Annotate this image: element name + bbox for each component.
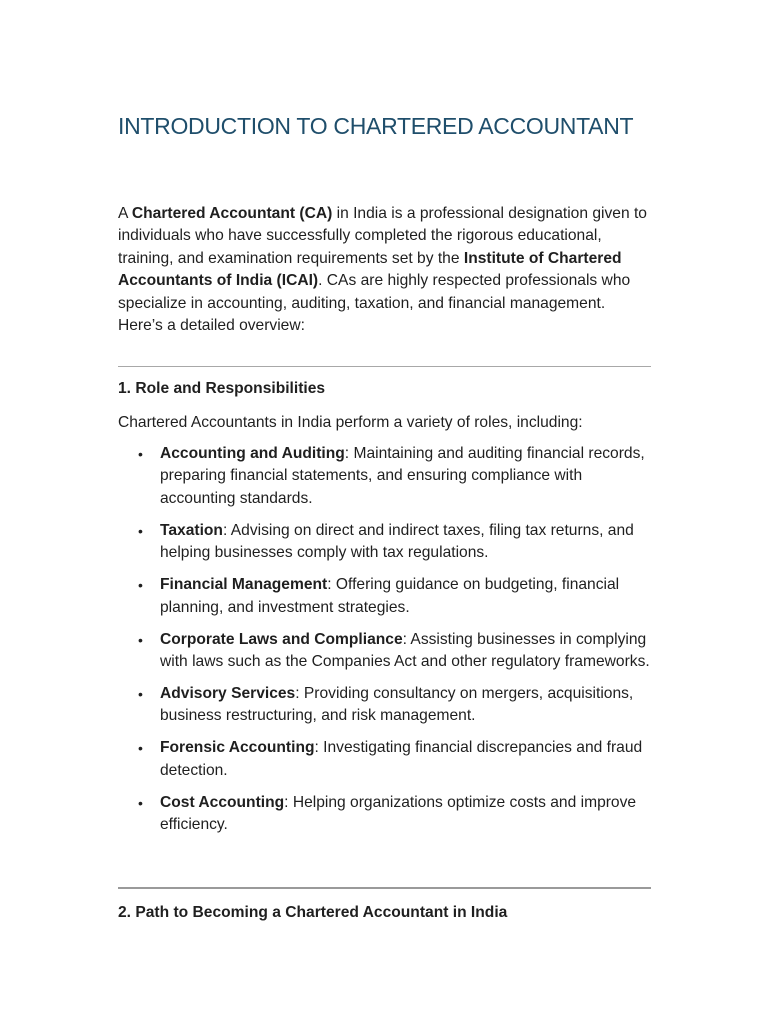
list-item-term: Accounting and Auditing xyxy=(160,445,345,462)
list-item xyxy=(118,737,651,782)
list-item xyxy=(118,683,651,728)
list-item-term: Taxation xyxy=(160,521,223,539)
section-heading-path: 2. Path to Becoming a Chartered Accountant in India xyxy=(118,904,508,921)
list-item xyxy=(118,574,651,619)
bullet-icon: • xyxy=(138,686,143,703)
bullet-icon: • xyxy=(138,631,143,648)
intro-text: A xyxy=(118,205,132,222)
list-item-desc: : Helping organizations optimize costs and improve efficiency. xyxy=(160,793,637,834)
list-item-term: Advisory Services xyxy=(160,685,296,703)
list-item-term: Financial Management xyxy=(160,576,328,594)
intro-text: in India is a professional designation given to individuals who have successfully completed the rigorous educational, training, and examination requirements set by the xyxy=(118,205,647,267)
bullet-icon: • xyxy=(138,446,143,462)
list-item-desc: : Providing consultancy on mergers, acquisitions, business restructuring, and risk management. xyxy=(160,685,634,725)
section-heading-roles: 1. Role and Responsibilities xyxy=(118,380,326,397)
bullet-icon: • xyxy=(138,794,143,811)
intro-paragraph xyxy=(118,203,651,337)
bullet-icon: • xyxy=(138,577,143,594)
list-item-desc: : Offering guidance on budgeting, financial planning, and investment strategies. xyxy=(160,576,620,616)
section-divider xyxy=(118,366,651,367)
list-item-desc: : Advising on direct and indirect taxes, filing tax returns, and helping businesses comply with tax regulations. xyxy=(160,521,634,562)
intro-bold-term: Chartered Accountant (CA) xyxy=(131,205,333,222)
bullet-icon: • xyxy=(138,522,143,539)
list-item xyxy=(118,629,651,674)
list-item xyxy=(118,443,651,510)
list-item xyxy=(118,792,651,837)
page-title: INTRODUCTION TO CHARTERED ACCOUNTANT xyxy=(118,113,634,139)
bullet-icon: • xyxy=(138,740,143,757)
list-item-term: Cost Accounting xyxy=(160,793,285,811)
section-divider xyxy=(118,887,651,889)
list-item-desc: : Investigating financial discrepancies and fraud detection. xyxy=(160,739,643,779)
list-item-term: Corporate Laws and Compliance xyxy=(160,630,403,648)
intro-text: . CAs are highly respected professionals who specialize in accounting, auditing, taxation, and financial management. Here’s a detailed overview: xyxy=(118,272,631,335)
list-item xyxy=(118,520,651,565)
list-item-term: Forensic Accounting xyxy=(160,739,315,757)
list-item-desc: : Assisting businesses in complying with laws such as the Companies Act and other regulatory frameworks. xyxy=(160,630,650,671)
intro-bold-term: Institute of Chartered Accountants of India (ICAI) xyxy=(118,249,622,290)
section-lead-text: Chartered Accountants in India perform a variety of roles, including: xyxy=(118,414,583,431)
list-item-desc: : Maintaining and auditing financial records, preparing financial statements, and ensuring compliance with accounting standards. xyxy=(160,445,645,507)
roles-list xyxy=(118,443,651,846)
